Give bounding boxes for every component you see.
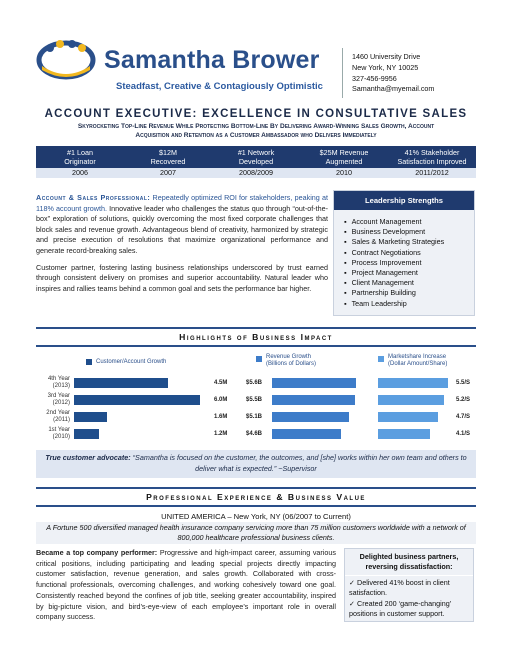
summary-lead: Account & Sales Professional: (36, 193, 151, 202)
bar-value-label: 4.5M (214, 380, 228, 386)
chart-revenue-growth (242, 350, 366, 446)
legend-label: Revenue Growth (Billions of Dollars) (266, 354, 317, 367)
strengths-title: Leadership Strengths (334, 191, 474, 210)
strength-item: ▪ Team Leadership (344, 299, 474, 309)
subheadline-line-1: Skyrocketing Top-Line Revenue While Protecting Bottom-Line By Delivering Award-Winning Sales Growth, Account (77, 123, 435, 130)
contact-phone: 327-456-9956 (352, 73, 397, 83)
bar-value-label: 5.5/S (456, 380, 471, 386)
strength-item: ▪ Contract Negotiations (344, 248, 474, 258)
strengths-list (334, 210, 474, 309)
category-label: 3rd Year (2012) (47, 393, 70, 406)
experience-rule-bottom (36, 505, 476, 507)
bar-value-label: 1.2M (214, 431, 228, 437)
bar-value-label: 6.0M (214, 397, 228, 403)
legend-label: Customer/Account Growth (96, 359, 167, 365)
stat-label: $12M Recovered (124, 146, 212, 168)
chart-bar (378, 395, 444, 405)
experience-rule-top (36, 487, 476, 489)
tagline: Steadfast, Creative & Contagiously Optimistic (116, 81, 323, 92)
chart-bar (74, 429, 99, 439)
bar-value-label: 4.7/S (456, 414, 471, 420)
chart-bar (272, 378, 356, 388)
bar-value-label: 1.6M (214, 414, 228, 420)
strength-item: ▪ Partnership Building (344, 288, 474, 298)
impact-charts (36, 350, 476, 446)
summary-paragraph-1 (36, 193, 328, 257)
summary-lead-rest: Repeatedly optimized ROI for stakeholders, peaking at 118% account growth. (36, 193, 328, 213)
legend-swatch (86, 359, 92, 365)
strength-item: ▪ Process Improvement (344, 258, 474, 268)
professional-summary (36, 193, 328, 294)
stat-year: 2006 (36, 168, 124, 178)
stat-year: 2010 (300, 168, 388, 178)
stat-year: 2011/2012 (388, 168, 476, 178)
category-label: 1st Year (2010) (48, 427, 70, 440)
experience-title: Professional Experience & Business Value (146, 492, 366, 502)
summary-text: Innovative leader who challenges the status quo through “out-of-the-box” exploration of solutions, quickly overcoming the most fixed corporate challenges that block sales and revenue growth. Advantageous blend of creativity, harmonized by strategic and precise execution of resolutions that maximize organizational performance and generate record-breaking sales. (36, 203, 328, 255)
employer-description: A Fortune 500 diversified managed health insurance company servicing more than 75 million customers worldwide with a network of 800,000 healthcare professional business clients. (36, 522, 476, 544)
stat-label: #1 Network Developed (212, 146, 300, 168)
summary-paragraph-2: Customer partner, fostering lasting business relationships underscored by trust earned through consistent delivery on promises and superior accountability. Natural leader who inspires and rallies teams behind a common goal and sets the performance bar higher. (36, 262, 328, 293)
highlights-title: Highlights of Business Impact (179, 332, 333, 342)
quote-text: “Samantha is focused on the customer, the outcomes, and [she] works within her own team and others to deliver what is expected.” ~Supervisor (130, 453, 467, 473)
legend-swatch (378, 356, 384, 362)
contact-email: Samantha@myemail.com (352, 84, 435, 94)
highlights-rule-top (36, 327, 476, 329)
achievement-stats (36, 146, 476, 178)
chart-bar (378, 412, 438, 422)
bar-value-label: $5.1B (246, 414, 263, 420)
contact-address: 1460 University Drive (352, 52, 421, 61)
chart-marketshare-increase (372, 350, 476, 446)
achievements-box (344, 548, 474, 622)
headline: ACCOUNT EXECUTIVE: EXCELLENCE IN CONSULTATIVE SALES (44, 108, 468, 120)
bar-value-label: $5.5B (246, 397, 263, 403)
strength-item: ▪ Sales & Marketing Strategies (344, 237, 474, 247)
strength-item: ▪ Account Management (344, 217, 474, 227)
bar-value-label: $4.6B (246, 431, 263, 437)
category-label: 4th Year (2013) (47, 376, 70, 389)
chart-bar (74, 378, 168, 388)
chart-bar (74, 395, 200, 405)
experience-text: Progressive and high-impact career, assuming various critical positions, including participating and leading special projects directly impacting customer satisfaction, revenue generation, and sales growth. Collaborated with cross-functional professionals, overcoming challenges, and working cohesively toward one goal. Consistently reached beyond the confines of job title, seeking greater accountability, inspired by big-picture vision, and bird’s-eye-view of each employee’s important role in overall company success. (36, 548, 336, 622)
checkmark-icon: ✓ (349, 599, 356, 609)
bar-value-label: 5.2/S (456, 397, 471, 403)
subheadline-line-2: Acquisition and Retention as a Customer Ambassador who Delivers Immediately (135, 132, 377, 139)
header-divider (342, 48, 343, 98)
legend-swatch (256, 356, 262, 362)
stat-year: 2007 (124, 168, 212, 178)
candidate-name: Samantha Brower (104, 46, 320, 74)
achievement-item: ✓ Delivered 41% boost in client satisfaction. (349, 578, 450, 597)
stat-year: 2008/2009 (212, 168, 300, 178)
checkmark-icon: ✓ (349, 578, 356, 588)
experience-lead: Became a top company performer: (36, 548, 158, 557)
highlights-rule-bottom (36, 345, 476, 347)
strength-item: ▪ Business Development (344, 227, 474, 237)
leadership-strengths-box (333, 190, 475, 316)
supervisor-quote (36, 450, 476, 478)
quote-lead: True customer advocate: (45, 453, 131, 462)
employer-line: UNITED AMERICA – New York, NY (06/2007 to Current) (161, 512, 351, 521)
contact-city: New York, NY 10025 (352, 62, 419, 72)
subheadline (60, 122, 452, 140)
stat-label: #1 Loan Originator (36, 146, 124, 168)
contact-block (352, 52, 434, 95)
logo-icon (36, 38, 96, 80)
bar-value-label: 4.1/S (456, 431, 471, 437)
chart-bar (74, 412, 107, 422)
experience-summary (36, 548, 336, 623)
achievement-item: ✓ Created 200 ‘game-changing’ positions in customer support. (349, 599, 452, 618)
stat-label: 41% Stakeholder Satisfaction Improved (388, 146, 476, 168)
bar-value-label: $5.6B (246, 380, 263, 386)
chart-bar (272, 412, 349, 422)
chart-bar (272, 395, 355, 405)
legend-label: Marketshare Increase (Dollar Amount/Share) (388, 354, 448, 367)
achievements-title: Delighted business partners, reversing dissatisfaction: (345, 549, 473, 576)
chart-bar (378, 378, 448, 388)
strength-item: ▪ Client Management (344, 278, 474, 288)
strength-item: ▪ Project Management (344, 268, 474, 278)
stat-label: $25M Revenue Augmented (300, 146, 388, 168)
category-label: 2nd Year (2011) (46, 410, 70, 423)
chart-bar (378, 429, 430, 439)
chart-customer-growth (36, 350, 228, 446)
chart-bar (272, 429, 341, 439)
